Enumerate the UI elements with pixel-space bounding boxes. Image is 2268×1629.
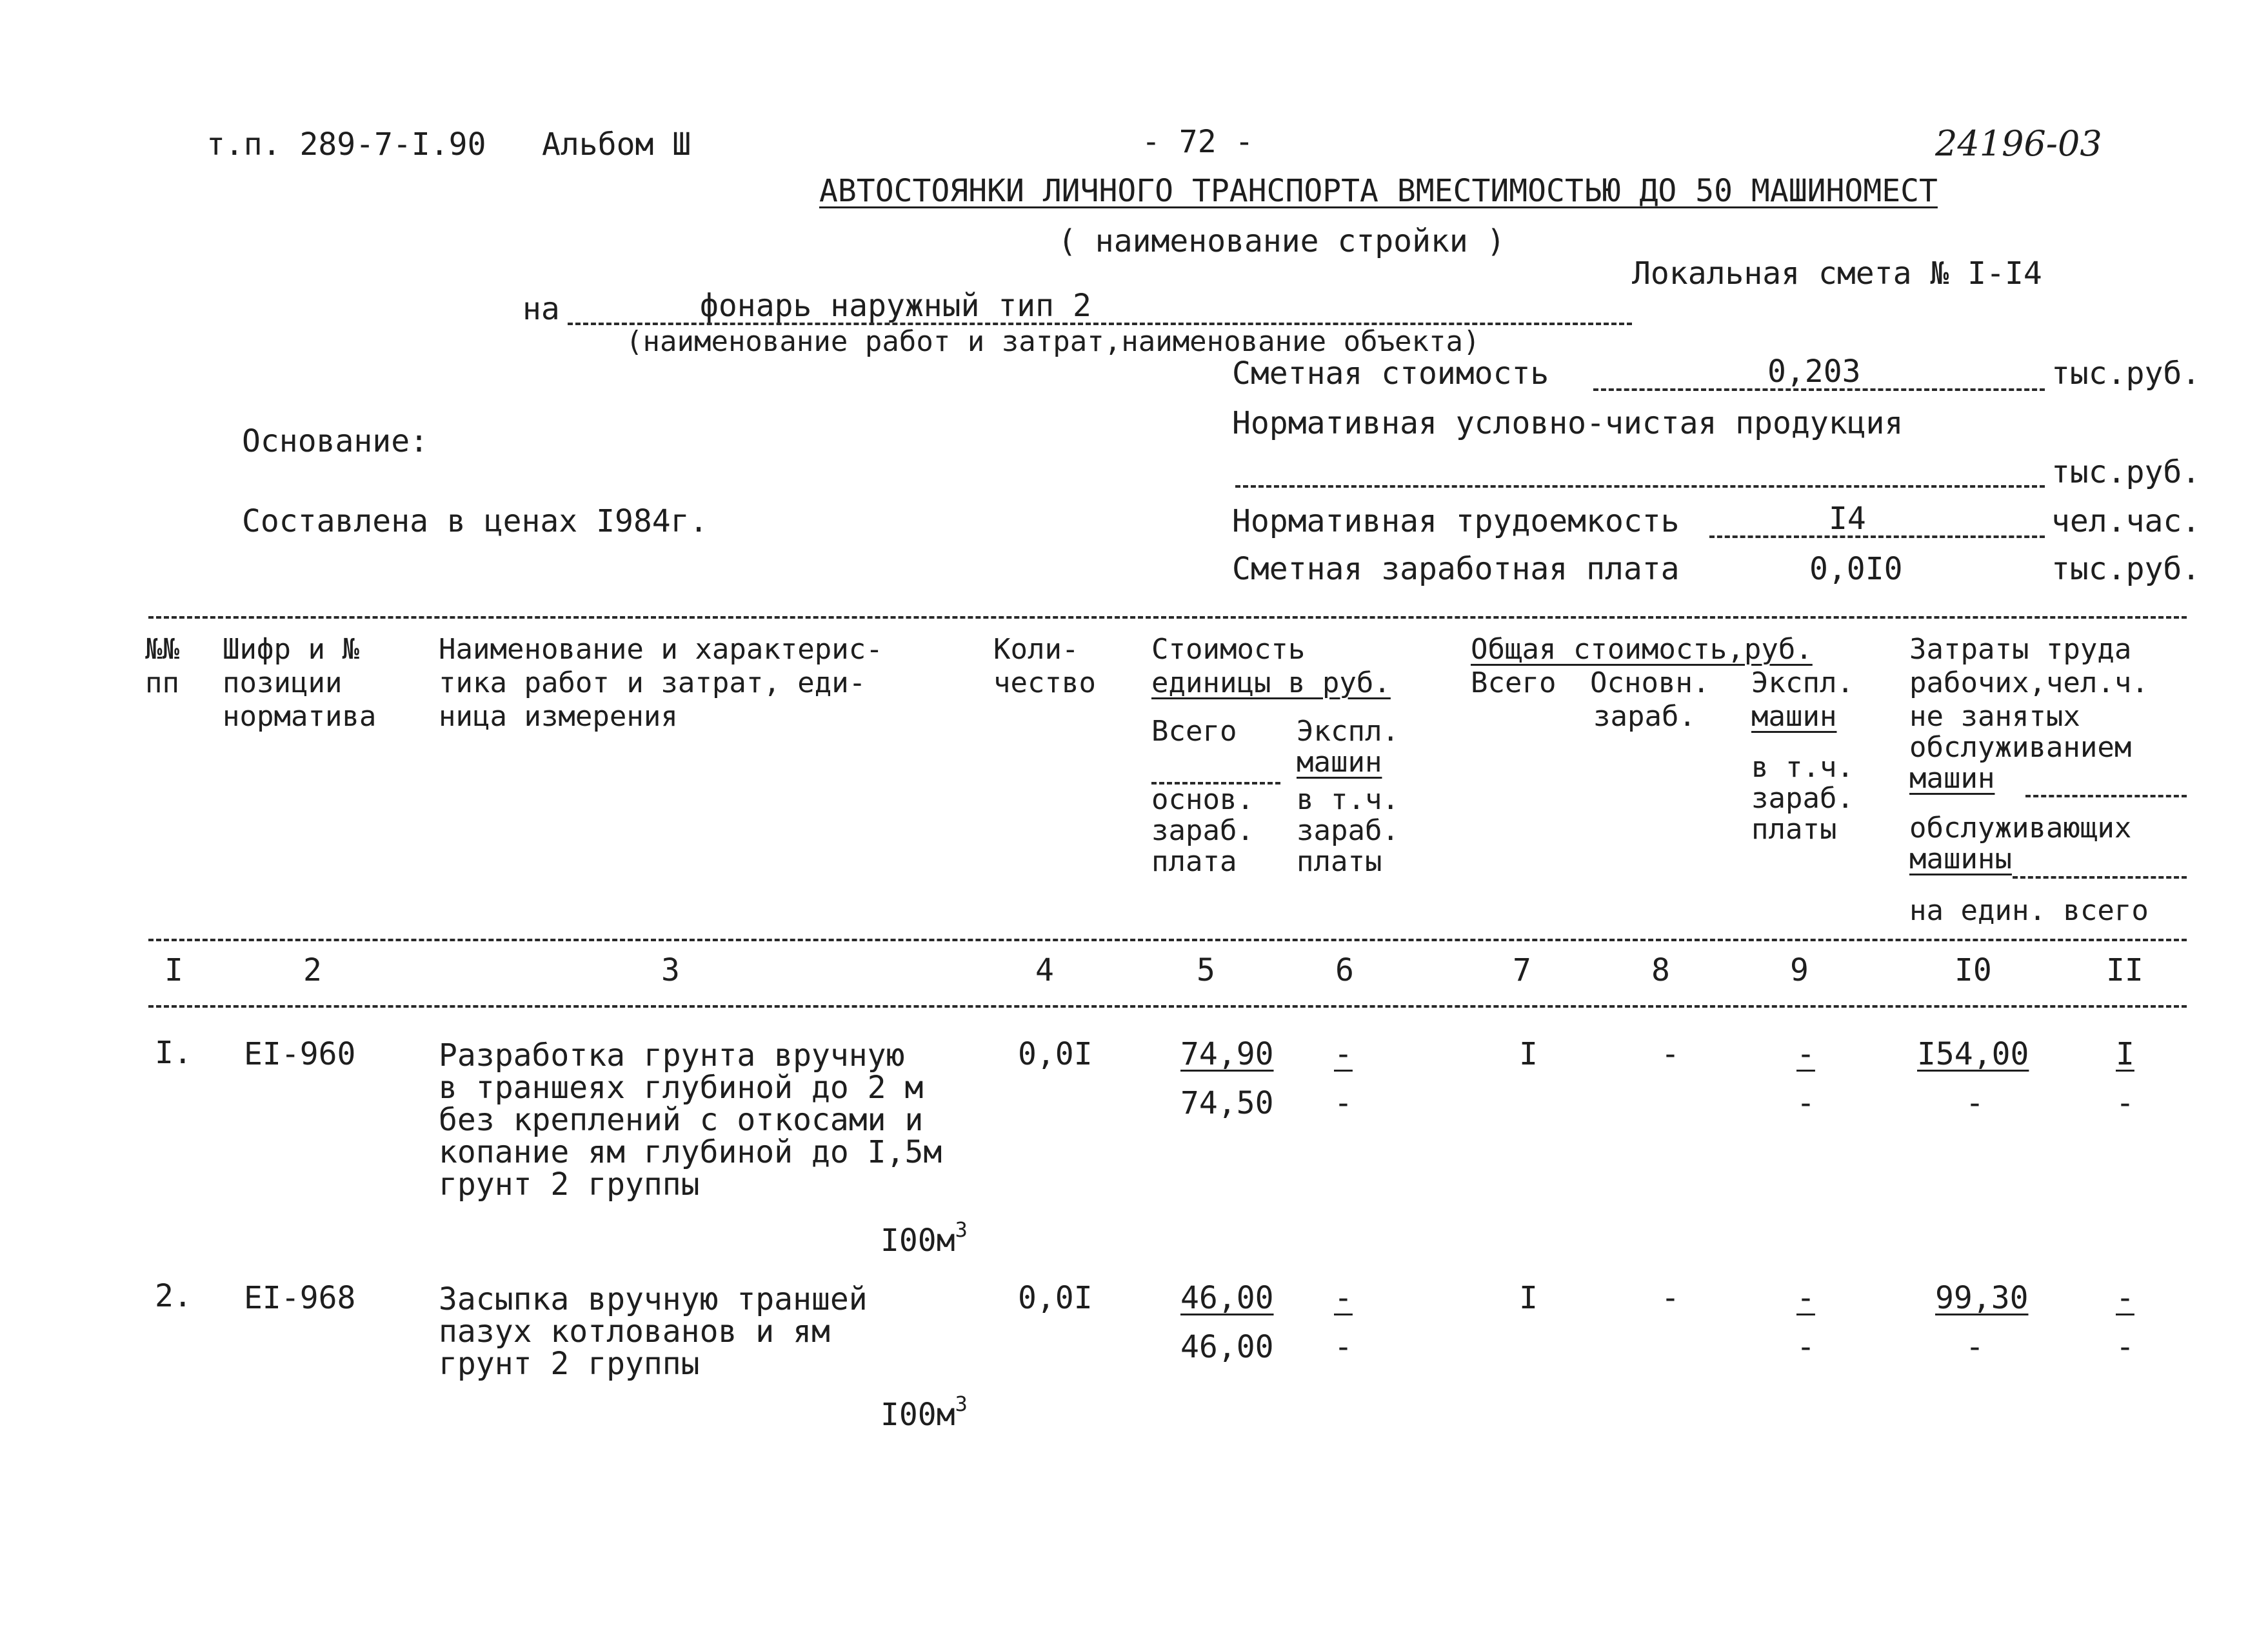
row-unit-text: I00м — [880, 1397, 955, 1433]
row-desc-line: в траншеях глубиной до 2 м — [439, 1070, 924, 1106]
work-caption: (наименование работ и затрат,наименование объекта) — [626, 325, 1480, 358]
row-number: 2. — [155, 1278, 192, 1314]
header-total-cost: Общая стоимость,руб. — [1471, 633, 1813, 666]
header-col8-l2: зараб. — [1593, 700, 1696, 733]
row-unit-superscript: 3 — [955, 1392, 968, 1416]
row-total: I — [1519, 1280, 1538, 1316]
row-unit-wage: 46,00 — [1180, 1329, 1274, 1365]
header-col6-wage-l3: платы — [1297, 845, 1382, 878]
row-machine-total-wage: - — [1796, 1329, 1815, 1365]
header-col1-l2: пп — [145, 666, 179, 699]
row-machine-cost: - — [1334, 1036, 1353, 1072]
col-num-10: I0 — [1955, 952, 1992, 988]
row-labor-unit: I54,00 — [1917, 1036, 2029, 1072]
row-labor-total: - — [2116, 1280, 2134, 1316]
header-col6-l1: Экспл. — [1297, 715, 1399, 748]
page-number: - 72 - — [1142, 124, 1254, 160]
header-labor-rule-2 — [2013, 876, 2187, 879]
header-col8-l1: Основн. — [1590, 666, 1710, 699]
row-number: I. — [155, 1035, 192, 1071]
col-num-11: II — [2106, 952, 2144, 988]
row-labor-unit-b: - — [1965, 1085, 1984, 1121]
row-machine-total-wage: - — [1796, 1085, 1815, 1121]
header-col9-l1: Экспл. — [1751, 666, 1854, 699]
labor-label: Нормативная трудоемкость — [1232, 503, 1680, 539]
table-top-rule — [148, 616, 2187, 619]
row-desc-line: Засыпка вручную траншей — [439, 1281, 868, 1317]
header-labor-c: на един. всего — [1909, 894, 2149, 927]
prices-label: Составлена в ценах I984г. — [242, 503, 708, 539]
estimate-number: Локальная смета № I-I4 — [1632, 255, 2042, 292]
header-col4-l1: Коли- — [993, 633, 1079, 666]
album-label: Альбом Ш — [542, 126, 691, 163]
row-code: EI-960 — [244, 1036, 356, 1072]
column-numbers-rule — [148, 1005, 2187, 1008]
col-num-1: I — [164, 952, 183, 988]
production-unit: тыс.руб. — [2051, 454, 2201, 490]
header-col2-l1: Шифр и № — [223, 633, 359, 666]
header-col9-wage-l3: платы — [1751, 813, 1837, 846]
document-reference: т.п. 289-7-I.90 — [206, 126, 486, 163]
row-unit-wage: 74,50 — [1180, 1085, 1274, 1121]
wage-unit: тыс.руб. — [2051, 551, 2201, 587]
header-labor-l4: обслуживанием — [1909, 731, 2132, 764]
header-labor-b2: машины — [1909, 843, 2012, 875]
header-col7: Всего — [1471, 666, 1557, 699]
row-machine-wage: - — [1334, 1329, 1353, 1365]
wage-value: 0,0I0 — [1809, 551, 1903, 587]
col-num-7: 7 — [1513, 952, 1531, 988]
wage-label: Сметная заработная плата — [1232, 551, 1680, 587]
labor-value: I4 — [1829, 501, 1866, 537]
row-desc-line: грунт 2 группы — [439, 1346, 700, 1382]
header-col9-wage-l2: зараб. — [1751, 782, 1854, 815]
header-col6-wage-l2: зараб. — [1297, 814, 1399, 847]
header-col6-wage-l1: в т.ч. — [1297, 783, 1399, 816]
header-bottom-rule — [148, 939, 2187, 941]
row-desc-line: грунт 2 группы — [439, 1166, 700, 1203]
row-unit-total: 46,00 — [1180, 1280, 1274, 1316]
row-unit — [880, 1217, 968, 1259]
row-desc-line: пазух котлованов и ям — [439, 1314, 830, 1350]
header-col4-l2: чество — [993, 666, 1096, 699]
row-base-wage: - — [1661, 1036, 1680, 1072]
handwritten-stamp: 24196-03 — [1935, 123, 2102, 164]
row-machine-total: - — [1796, 1036, 1815, 1072]
cost-label: Сметная стоимость — [1232, 355, 1549, 392]
header-col3-l3: ница измерения — [439, 700, 678, 733]
row-desc-line: копание ям глубиной до I,5м — [439, 1134, 942, 1170]
cost-unit: тыс.руб. — [2051, 355, 2201, 392]
col-num-4: 4 — [1035, 952, 1054, 988]
labor-unit: чел.час. — [2051, 503, 2201, 539]
header-col6-l2: машин — [1297, 746, 1382, 779]
on-label: на — [522, 291, 560, 327]
row-machine-total: - — [1796, 1280, 1815, 1316]
col-num-9: 9 — [1790, 952, 1809, 988]
col-num-8: 8 — [1651, 952, 1670, 988]
row-desc-line: без креплений с откосами и — [439, 1102, 924, 1138]
header-labor-rule — [2025, 795, 2187, 797]
row-machine-wage: - — [1334, 1085, 1353, 1121]
row-machine-cost: - — [1334, 1280, 1353, 1316]
row-base-wage: - — [1661, 1280, 1680, 1316]
header-col2-l3: норматива — [223, 700, 377, 733]
cost-line — [1593, 388, 2045, 391]
header-col9-wage-l1: в т.ч. — [1751, 751, 1854, 784]
row-quantity: 0,0I — [1018, 1036, 1093, 1072]
header-col1-l1: №№ — [145, 633, 179, 666]
row-labor-unit: 99,30 — [1935, 1280, 2029, 1316]
row-code: EI-968 — [244, 1280, 356, 1316]
col-num-3: 3 — [661, 952, 680, 988]
production-label: Нормативная условно-чистая продукция — [1232, 405, 1904, 441]
labor-line — [1709, 535, 2045, 538]
header-col5-wage-l2: зараб. — [1151, 814, 1254, 847]
row-labor-total: I — [2116, 1036, 2134, 1072]
row-unit-text: I00м — [880, 1223, 955, 1259]
row-total: I — [1519, 1036, 1538, 1072]
header-unit-cost-l1: Стоимость — [1151, 633, 1306, 666]
project-caption: ( наименование стройки ) — [1058, 223, 1506, 259]
header-labor-l3: не занятых — [1909, 700, 2080, 733]
row-labor-unit-b: - — [1965, 1329, 1984, 1365]
row-unit-total: 74,90 — [1180, 1036, 1274, 1072]
header-labor-l5: машин — [1909, 762, 1995, 795]
col-num-2: 2 — [303, 952, 322, 988]
row-labor-total-b: - — [2116, 1085, 2134, 1121]
header-labor-b1: обслуживающих — [1909, 812, 2132, 844]
header-unit-cost-l2: единицы в руб. — [1151, 666, 1391, 699]
row-quantity: 0,0I — [1018, 1280, 1093, 1316]
header-col3-l1: Наименование и характерис- — [439, 633, 883, 666]
header-col5-wage-l3: плата — [1151, 845, 1237, 878]
production-line — [1235, 485, 2045, 488]
cost-value: 0,203 — [1767, 354, 1861, 390]
header-col2-l2: позиции — [223, 666, 343, 699]
row-unit-superscript: 3 — [955, 1217, 968, 1242]
header-labor-l2: рабочих,чел.ч. — [1909, 666, 2149, 699]
header-col5-wage-l1: основ. — [1151, 783, 1254, 816]
col-num-5: 5 — [1197, 952, 1215, 988]
work-name: фонарь наружный тип 2 — [700, 288, 1091, 324]
basis-label: Основание: — [242, 423, 428, 459]
col-num-6: 6 — [1335, 952, 1354, 988]
header-col9-l2: машин — [1751, 700, 1837, 733]
row-unit — [880, 1392, 968, 1433]
row-desc-line: Разработка грунта вручную — [439, 1037, 905, 1074]
header-col5-total: Всего — [1151, 715, 1237, 748]
header-labor-l1: Затраты труда — [1909, 633, 2132, 666]
project-title: АВТОСТОЯНКИ ЛИЧНОГО ТРАНСПОРТА ВМЕСТИМОСТЬЮ ДО 50 МАШИНОМЕСТ — [819, 173, 1938, 209]
header-col3-l2: тика работ и затрат, еди- — [439, 666, 866, 699]
row-labor-total-b: - — [2116, 1329, 2134, 1365]
